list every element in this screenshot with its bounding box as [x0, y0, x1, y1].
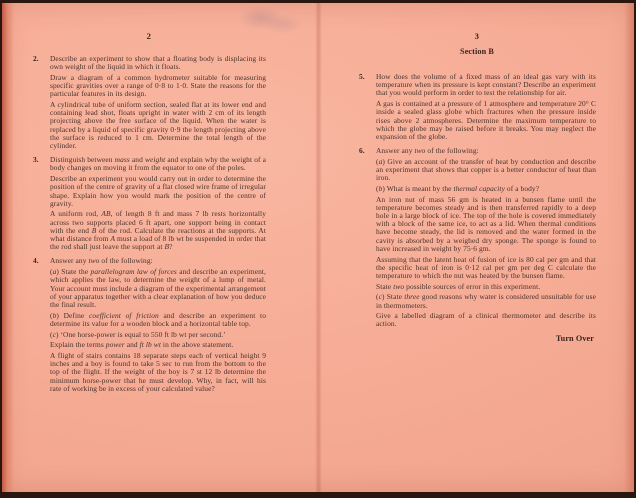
page-number-left: 2	[146, 31, 152, 41]
text-segment: State	[376, 281, 394, 291]
text-segment: three	[404, 292, 420, 302]
text-segment: Answer any	[50, 256, 89, 266]
page-right	[358, 31, 596, 343]
text-segment: must a load of 8 lb wt be suspended in order that the rod shall just leave the support at	[50, 234, 267, 252]
question-paragraph	[50, 55, 266, 71]
text-segment: mass	[114, 155, 130, 165]
turn-over-label: Turn Over	[555, 333, 594, 343]
question-block	[32, 55, 266, 150]
question-block	[32, 257, 266, 393]
question-paragraph	[376, 100, 596, 141]
text-segment: and	[129, 155, 145, 165]
text-segment: B	[91, 225, 97, 235]
text-segment: An iron nut of mass 56 gm is heated in a bunsen flame until the temperature becomes steady and is then transferred rapidly to a deep hole in a large block of ice. The top of the hole is covered immediately with a block of the same ice, to act as a lid. When thermal conditions have become steady, the lid is removed and the water formed in the cavity is absorbed by a weighed dry sponge. The sponge is found to have increased in weight by 75·6 gm.	[376, 194, 596, 253]
text-segment: good reasons why water is considered unsuitable for use in thermometers.	[376, 292, 597, 310]
text-segment: ) ‘One horse-power is equal to 550 ft lb wt per second.’	[55, 329, 226, 339]
text-segment: ) State	[381, 292, 405, 302]
page-number-right: 3	[474, 31, 480, 41]
question-paragraph	[50, 257, 266, 265]
question-paragraph	[50, 156, 266, 172]
text-segment: possible sources of error in this experiment.	[404, 281, 541, 291]
text-segment: parallelogram law of forces	[90, 267, 177, 277]
question-paragraph	[376, 73, 596, 98]
question-number: 4.	[33, 256, 39, 266]
text-segment: of a body?	[504, 183, 540, 193]
question-paragraph	[50, 352, 266, 393]
questions-left	[32, 55, 266, 393]
text-segment: A uniform rod,	[50, 209, 102, 219]
text-segment: a	[378, 156, 383, 166]
question-block	[358, 147, 596, 329]
text-segment: B	[164, 242, 170, 252]
text-segment: Draw a diagram of a common hydrometer suitable for measuring specific gravities over a range of 0·8 to 1·0. State the reasons for the particular features in its design.	[50, 72, 266, 99]
text-segment: Describe an experiment to show that a floating body is displacing its own weight of the liquid in which it floats.	[50, 54, 266, 72]
question-paragraph	[376, 147, 596, 155]
text-segment: , of length 8 ft and mass 7 lb rests horizontally across two supports placed 6 ft apart, one support being in contact with the end	[50, 209, 266, 235]
center-fold	[315, 3, 322, 492]
question-number: 6.	[359, 146, 365, 156]
text-segment: of the rod. Calculate the reactions at the supports. At what distance from	[50, 225, 266, 244]
question-paragraph	[50, 341, 266, 349]
questions-right	[358, 73, 596, 329]
question-block	[358, 73, 596, 141]
paper-right-edge	[624, 3, 634, 492]
text-segment: A	[110, 234, 116, 244]
question-paragraph	[376, 256, 596, 281]
text-segment: ) Give an account of the transfer of heat by conduction and describe an experiment that shows that copper is a better conductor of heat than iron.	[376, 156, 596, 183]
text-segment: (	[50, 329, 53, 339]
text-segment: and describe an experiment, which applies the law, to determine the weight of a lump of metal. Your account must include a diagram of the experimental arrangement of your apparatus together with a clear explanation of how you deduce the final result.	[50, 267, 266, 309]
text-segment: and	[124, 340, 140, 350]
question-paragraph	[50, 268, 266, 309]
text-segment: and describe an experiment to determine its value for a wooden block and a horizontal table top.	[50, 310, 267, 328]
text-segment: ?	[169, 242, 173, 252]
text-segment: How does the volume of a fixed mass of an ideal gas vary with its temperature when its pressure is kept constant? Describe an experiment that you would perform in order to test the relationship for air.	[376, 72, 596, 98]
text-segment: Answer any	[376, 146, 415, 156]
text-segment: b	[52, 310, 57, 320]
paper-left-edge	[2, 3, 14, 492]
text-segment: Distinguish between	[50, 155, 115, 165]
question-paragraph	[50, 312, 266, 328]
question-block	[32, 156, 266, 251]
section-b-heading: Section B	[460, 47, 494, 56]
question-paragraph	[50, 175, 266, 208]
text-segment: Assuming that the latent heat of fusion of ice is 80 cal per gm and that the specific heat of iron is 0·12 cal per gm per deg C calculate the temperature to which the nut was heated by the bunsen flame.	[376, 254, 596, 280]
exam-paper-spread	[2, 3, 634, 492]
text-segment: ) State the	[56, 267, 91, 277]
question-paragraph	[376, 196, 596, 253]
text-segment: c	[52, 329, 56, 339]
question-number: 3.	[33, 155, 39, 165]
text-segment: ) Define	[56, 310, 90, 320]
text-segment: AB	[101, 209, 111, 219]
text-segment: Explain the terms	[50, 340, 106, 350]
text-segment: (	[376, 156, 379, 166]
question-paragraph	[376, 158, 596, 183]
text-segment: A flight of stairs contains 18 separate steps each of vertical height 9 inches and a boy is found to take 5 sec to run from the bottom to the top of the flight. If the weight of the boy is 7 st 12 lb determine the minimum horse-power that he must develop. Why, in fact, will his rate of working be in excess of your calculated value?	[50, 351, 266, 393]
text-segment: and explain why the weight of a body changes on moving it from the equator to one of the poles.	[50, 155, 267, 173]
text-segment: weight	[144, 155, 166, 165]
text-segment: ) What is meant by the	[382, 183, 454, 193]
text-segment: b	[378, 183, 383, 193]
text-segment: thermal capacity	[453, 183, 505, 193]
question-paragraph	[50, 101, 266, 150]
question-paragraph	[50, 210, 266, 251]
text-segment: two	[414, 146, 426, 156]
question-paragraph	[376, 185, 596, 193]
text-segment: (	[376, 183, 379, 193]
text-segment: A gas is contained at a pressure of 1 atmosphere and temperature 20° C inside a sealed glass globe which fractures when the pressure inside rises above 2 atmospheres. Determine the maximum temperature to which the globe may be raised before it breaks. You may neglect the expansion of the globe.	[376, 99, 596, 141]
text-segment: two	[88, 256, 100, 266]
question-paragraph	[376, 293, 596, 309]
text-segment: (	[50, 267, 53, 277]
text-segment: Describe an experiment you would carry out in order to determine the position of the centre of gravity of a flat closed wire frame of irregular shape. Explain how you would mark the position of the centre of gravity.	[50, 174, 266, 208]
question-number: 5.	[359, 72, 365, 81]
text-segment: a	[52, 267, 57, 277]
text-segment: c	[378, 292, 382, 302]
question-paragraph	[50, 74, 266, 99]
question-paragraph	[50, 331, 266, 339]
text-segment: of the following:	[425, 146, 479, 156]
question-number: 2.	[33, 54, 39, 63]
text-segment: (	[376, 292, 379, 302]
text-segment: of the following:	[99, 256, 153, 266]
text-segment: A cylindrical tube of uniform section, sealed flat at its lower end and containing lead shot, floats upright in water with 2 cm of its length projecting above the free surface of the liquid. When the water is replaced by a liquid of specific gravity 0·9 the length projecting above the surface is reduced to 1 cm. Determine the total length of the cylinder.	[50, 100, 266, 151]
text-segment: ft lb wt	[139, 340, 161, 350]
text-segment: coefficient of friction	[89, 310, 159, 320]
question-paragraph	[376, 312, 596, 328]
text-segment: two	[393, 281, 405, 291]
page-left	[32, 31, 266, 399]
text-segment: power	[105, 340, 125, 350]
question-paragraph	[376, 283, 596, 291]
text-segment: Give a labelled diagram of a clinical thermometer and describe its action.	[376, 311, 596, 329]
text-segment: (	[50, 310, 53, 320]
text-segment: in the above statement.	[160, 340, 234, 350]
